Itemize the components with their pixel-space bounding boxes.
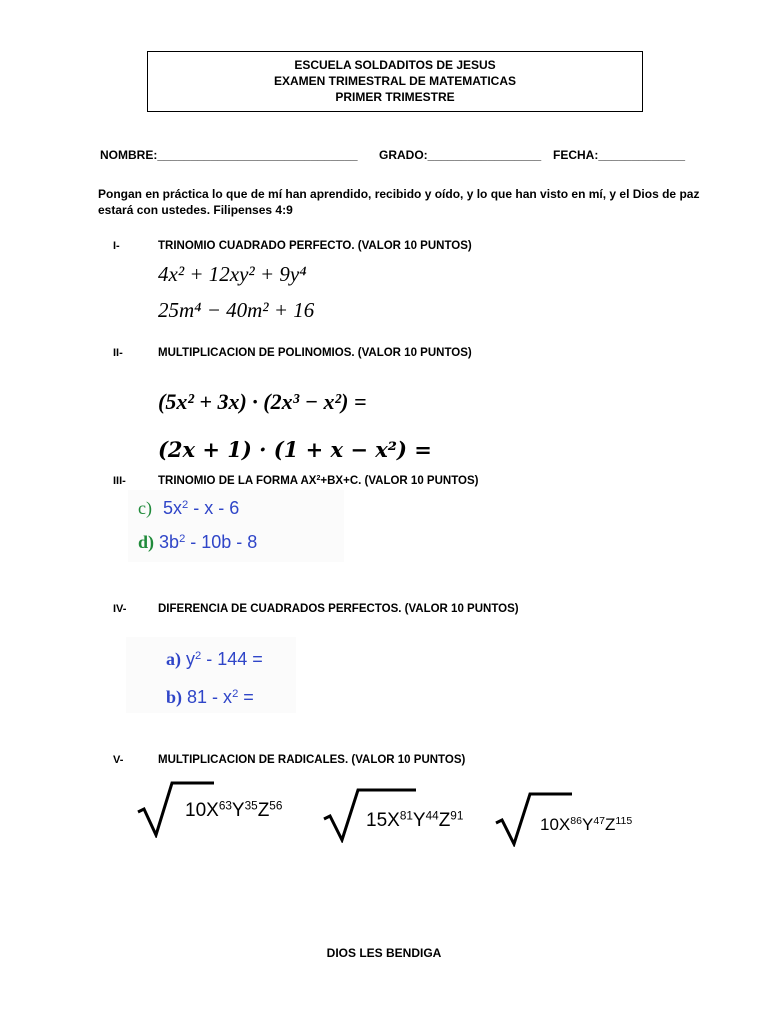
exercise-4a-expr-b: - 144 = bbox=[201, 649, 263, 669]
radical-3 bbox=[540, 815, 632, 835]
section-3-title bbox=[158, 475, 478, 487]
exercise-3d-expr-b: - 10b - 8 bbox=[185, 532, 258, 552]
verse-line-1: Pongan en práctica lo que de mí han aprendido, recibido y oído, y lo que han visto en mí, y el Dios de paz bbox=[98, 187, 700, 201]
exercise-4b bbox=[166, 687, 254, 708]
exercise-4-image bbox=[126, 637, 296, 713]
radical-2-coef: 15X bbox=[366, 810, 400, 831]
section-4-number: IV- bbox=[113, 603, 127, 615]
radical-2-v3: Z bbox=[438, 810, 451, 831]
radical-3-e3: 115 bbox=[615, 815, 633, 828]
radical-3-v3: Z bbox=[605, 815, 616, 834]
section-1-number: I- bbox=[113, 240, 120, 252]
exercise-4a-sup: 2 bbox=[195, 649, 202, 662]
name-field: NOMBRE:______________________________ bbox=[100, 148, 358, 162]
exam-term: PRIMER TRIMESTRE bbox=[335, 90, 455, 104]
exercise-3-image bbox=[128, 490, 344, 562]
exercise-3d-sup: 2 bbox=[179, 532, 186, 545]
exercise-4a-label: a) bbox=[166, 649, 181, 669]
radical-2-v2: Y bbox=[412, 810, 426, 831]
radical-1-v3: Z bbox=[257, 800, 270, 821]
exercise-4a-expr-a: y bbox=[186, 649, 196, 669]
radical-1-e1: 63 bbox=[218, 799, 232, 813]
exercise-4a bbox=[166, 649, 263, 670]
exam-title: EXAMEN TRIMESTRAL DE MATEMATICAS bbox=[274, 74, 516, 88]
radical-3-e1: 86 bbox=[570, 815, 582, 828]
header-box bbox=[147, 51, 643, 112]
section-5-title: MULTIPLICACION DE RADICALES. (VALOR 10 PUNTOS) bbox=[158, 754, 466, 766]
exercise-4b-expr-a: 81 - x bbox=[187, 687, 233, 707]
radical-3-e2: 47 bbox=[593, 815, 606, 828]
exercise-1a: 4x² + 12xy² + 9y⁴ bbox=[158, 262, 307, 286]
radical-1-e2: 35 bbox=[244, 799, 258, 813]
exercise-3d bbox=[138, 532, 257, 553]
radical-1-v2: Y bbox=[231, 800, 245, 821]
school-name: ESCUELA SOLDADITOS DE JESUS bbox=[294, 58, 496, 72]
exercise-2a: (5x² + 3x) · (2x³ − x²) = bbox=[158, 389, 367, 414]
section-3-title-sup: 2 bbox=[316, 474, 321, 483]
section-2-number: II- bbox=[113, 347, 123, 359]
date-field: FECHA:_____________ bbox=[553, 148, 686, 162]
exercise-2b: (2x + 1) · (1 + x − x²) = bbox=[158, 437, 432, 462]
exercise-1b: 25m⁴ − 40m² + 16 bbox=[158, 298, 315, 322]
radical-2-e3: 91 bbox=[450, 809, 464, 823]
section-3-number: III- bbox=[113, 475, 126, 487]
exercise-4b-label: b) bbox=[166, 687, 183, 707]
exercise-4b-sup: 2 bbox=[232, 687, 239, 700]
exercise-3c-expr-b: - x - 6 bbox=[188, 498, 240, 518]
radical-3-v2: Y bbox=[581, 815, 594, 834]
radical-2-e1: 81 bbox=[399, 809, 413, 823]
exercise-3c bbox=[138, 498, 239, 519]
verse bbox=[98, 186, 718, 218]
radical-1-e3: 56 bbox=[269, 799, 283, 813]
exercise-4b-expr-b: = bbox=[238, 687, 254, 707]
verse-line-2: estará con ustedes. Filipenses 4:9 bbox=[98, 203, 293, 217]
exercise-3c-expr-a: 5x bbox=[163, 498, 183, 518]
exercise-3c-sup: 2 bbox=[182, 498, 189, 511]
exercise-3d-expr-a: 3b bbox=[159, 532, 180, 552]
section-5-number: V- bbox=[113, 754, 124, 766]
radical-2-e2: 44 bbox=[425, 809, 439, 823]
exercise-3d-label: d) bbox=[138, 532, 155, 552]
section-1-title: TRINOMIO CUADRADO PERFECTO. (VALOR 10 PUNTOS) bbox=[158, 240, 472, 252]
footer-blessing: DIOS LES BENDIGA bbox=[326, 946, 442, 960]
radical-3-coef: 10X bbox=[540, 815, 571, 834]
grade-field: GRADO:_________________ bbox=[379, 148, 542, 162]
radical-1-coef: 10X bbox=[185, 800, 219, 821]
section-3-title-b: +BX+C. (VALOR 10 PUNTOS) bbox=[320, 475, 479, 487]
section-4-title: DIFERENCIA DE CUADRADOS PERFECTOS. (VALOR 10 PUNTOS) bbox=[158, 603, 519, 615]
section-2-title: MULTIPLICACION DE POLINOMIOS. (VALOR 10 PUNTOS) bbox=[158, 347, 472, 359]
radical-1 bbox=[185, 800, 282, 822]
radical-2 bbox=[366, 810, 463, 832]
section-3-title-a: TRINOMIO DE LA FORMA AX bbox=[158, 475, 317, 487]
exercise-3c-label: c) bbox=[138, 498, 152, 518]
